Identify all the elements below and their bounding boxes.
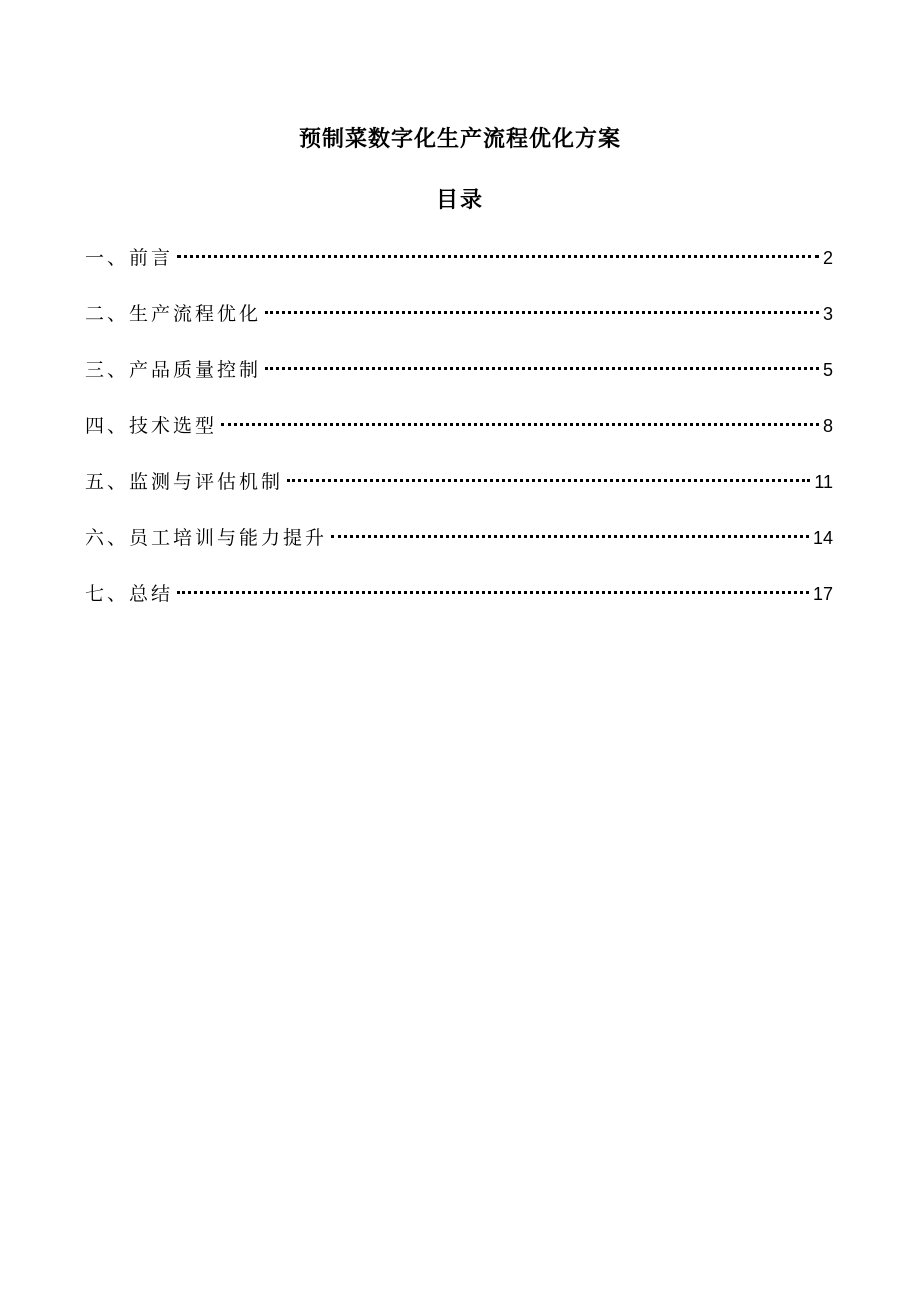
toc-entry-preface[interactable]	[85, 244, 833, 272]
toc-heading: 目录	[435, 188, 484, 213]
toc-dot-leader	[265, 311, 819, 314]
toc-dot-leader	[177, 591, 809, 594]
toc-entry-label: 六、员工培训与能力提升	[85, 527, 328, 549]
toc-dot-leader	[331, 535, 809, 538]
toc-entry-staff-training[interactable]	[85, 524, 833, 552]
toc-entry-quality-control[interactable]	[85, 356, 833, 384]
toc-page-number: 3	[822, 304, 833, 324]
toc-dot-leader	[221, 423, 819, 426]
toc-dot-leader	[265, 367, 819, 370]
table-of-contents	[85, 244, 833, 636]
toc-entry-monitoring-evaluation[interactable]	[85, 468, 833, 496]
toc-dot-leader	[177, 255, 819, 258]
toc-entry-label: 四、技术选型	[85, 415, 218, 437]
toc-entry-label: 一、前言	[85, 247, 174, 269]
document-title: 预制菜数字化生产流程优化方案	[298, 127, 621, 152]
toc-page-number: 17	[812, 584, 833, 604]
toc-page-number: 8	[822, 416, 833, 436]
toc-entry-label: 三、产品质量控制	[85, 359, 262, 381]
toc-page-number: 11	[814, 472, 833, 492]
toc-entry-technology-selection[interactable]	[85, 412, 833, 440]
toc-page-number: 2	[822, 248, 833, 268]
toc-dot-leader	[287, 479, 810, 482]
toc-entry-label: 五、监测与评估机制	[85, 471, 284, 493]
toc-entry-summary[interactable]	[85, 580, 833, 608]
toc-entry-process-optimization[interactable]	[85, 300, 833, 328]
toc-entry-label: 七、总结	[85, 583, 174, 605]
toc-page-number: 14	[812, 528, 833, 548]
toc-page-number: 5	[822, 360, 833, 380]
toc-entry-label: 二、生产流程优化	[85, 303, 262, 325]
